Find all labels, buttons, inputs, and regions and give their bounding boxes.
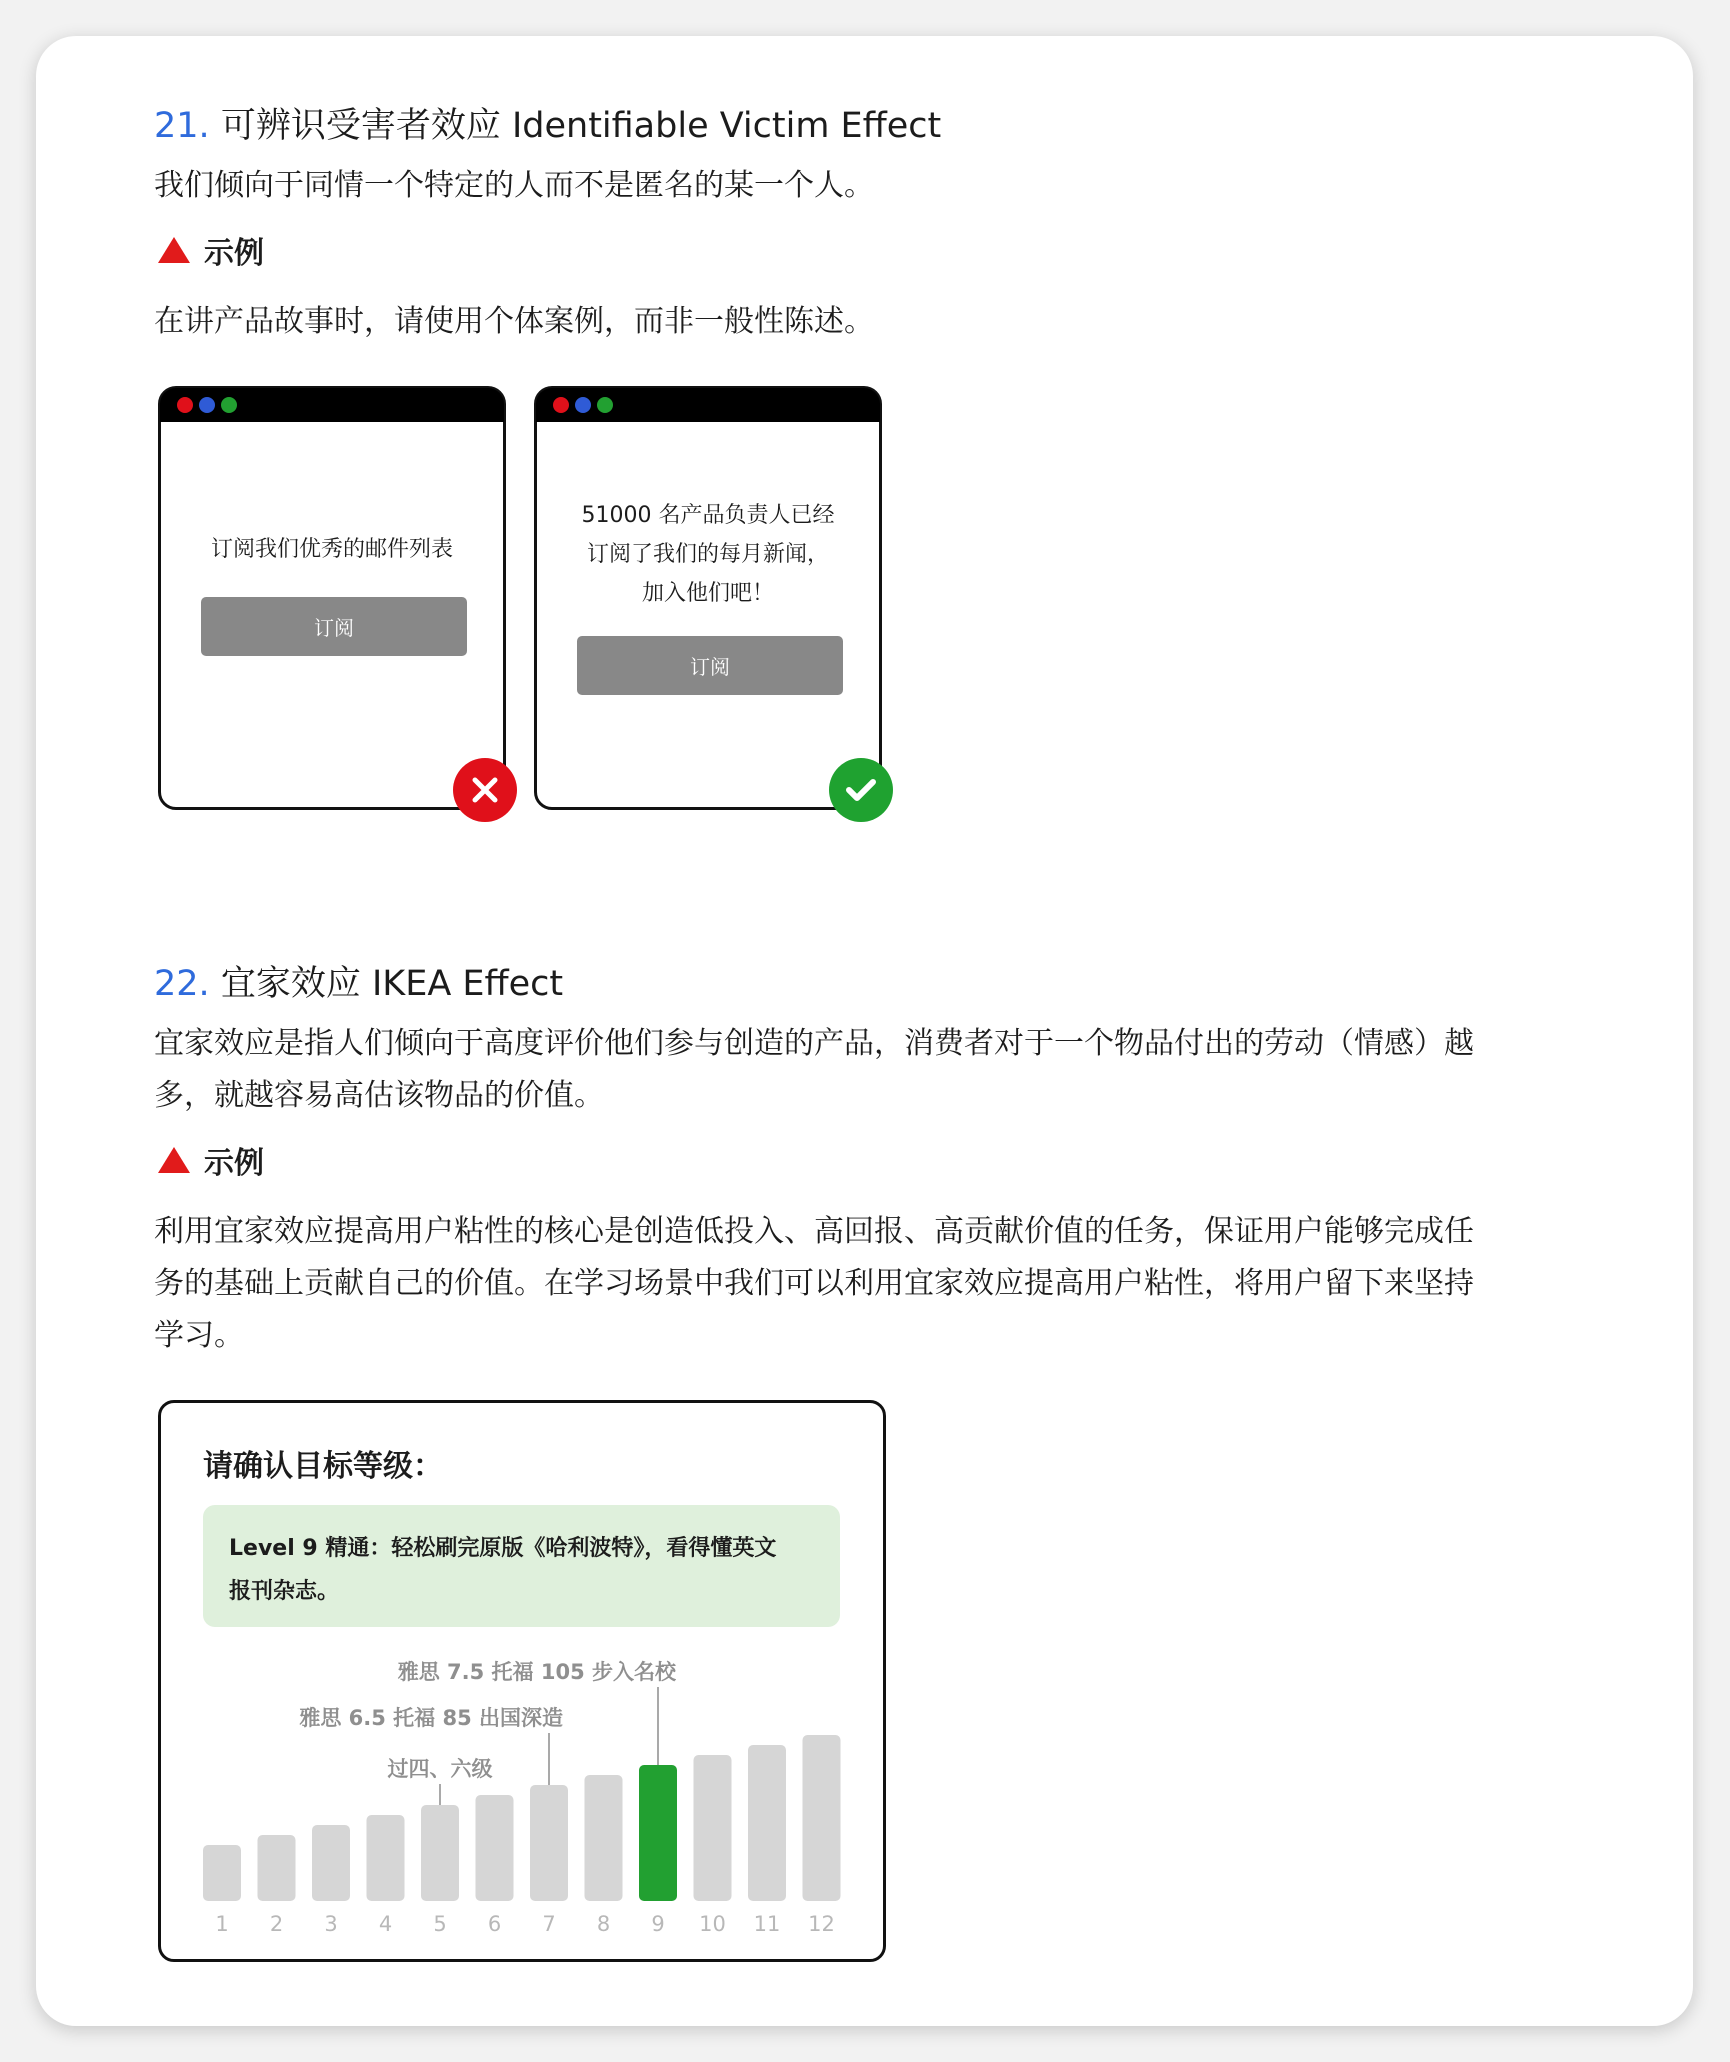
- minimize-dot-icon: [575, 397, 591, 413]
- window-titlebar: [160, 388, 504, 422]
- level-line: 报刊杂志。: [229, 1579, 340, 1604]
- level-bar-3[interactable]: [312, 1825, 350, 1901]
- paragraph-line: 多，就越容易高估该物品的价值。: [154, 1078, 604, 1113]
- level-selection-panel: [158, 1400, 886, 1962]
- message-line: 订阅了我们的每月新闻，: [586, 542, 829, 567]
- warning-triangle-icon: [158, 1147, 190, 1173]
- example-label: 示例: [204, 236, 264, 271]
- paragraph-line: 宜家效应是指人们倾向于高度评价他们参与创造的产品，消费者对于一个物品付出的劳动（情感）越: [154, 1026, 1474, 1061]
- section-22-number: 22.: [154, 964, 210, 1004]
- section-21-heading: [154, 98, 941, 148]
- level-annotation-label: 雅思 6.5 托福 85 出国深造: [299, 1706, 563, 1730]
- level-tick-label: 2: [269, 1912, 284, 1936]
- level-bar-10[interactable]: [694, 1755, 732, 1901]
- maximize-dot-icon: [597, 397, 613, 413]
- window-message: 订阅我们优秀的邮件列表: [210, 537, 453, 562]
- check-icon: [829, 758, 893, 822]
- section-22-example-heading: [158, 1138, 264, 1182]
- level-tick-label: 7: [542, 1912, 556, 1936]
- example-label: 示例: [204, 1146, 264, 1181]
- panel-title: 请确认目标等级：: [203, 1449, 443, 1484]
- level-annotation-label: 过四、六级: [387, 1757, 493, 1781]
- level-bar-4[interactable]: [367, 1815, 405, 1901]
- window-titlebar: [536, 388, 880, 422]
- level-tick-label: 3: [324, 1912, 338, 1936]
- level-tick-label: 11: [753, 1912, 781, 1936]
- message-line: 加入他们吧！: [641, 581, 774, 606]
- good-example-window: [534, 386, 882, 810]
- level-tick-label: 8: [596, 1912, 611, 1936]
- section-22-example-text: [154, 1206, 1594, 1362]
- level-bar-9[interactable]: [639, 1765, 677, 1901]
- level-tick-label: 4: [378, 1912, 393, 1936]
- subscribe-button[interactable]: 订阅: [201, 597, 467, 656]
- section-21-title: 可辨识受害者效应 Identifiable Victim Effect: [220, 106, 942, 146]
- level-bar-8[interactable]: [585, 1775, 623, 1901]
- level-tick-label: 10: [699, 1912, 726, 1936]
- section-21-number: 21.: [154, 106, 210, 146]
- warning-triangle-icon: [158, 237, 190, 263]
- level-bar-12[interactable]: [803, 1735, 841, 1901]
- close-dot-icon: [177, 397, 193, 413]
- level-bar-7[interactable]: [530, 1785, 568, 1901]
- bad-example-window: [158, 386, 506, 810]
- close-dot-icon: [553, 397, 569, 413]
- level-tick-label: 12: [808, 1912, 835, 1936]
- level-bar-5[interactable]: [421, 1805, 459, 1901]
- paragraph-line: 利用宜家效应提高用户粘性的核心是创造低投入、高回报、高贡献价值的任务，保证用户能够完成任: [154, 1214, 1474, 1249]
- section-21-example-text: 在讲产品故事时，请使用个体案例，而非一般性陈述。: [154, 304, 874, 339]
- section-21-example-heading: [158, 228, 264, 272]
- level-bar-11[interactable]: [748, 1745, 786, 1901]
- section-22-title: 宜家效应 IKEA Effect: [220, 964, 564, 1004]
- level-annotation-label: 雅思 7.5 托福 105 步入名校: [397, 1660, 676, 1684]
- level-tick-label: 6: [487, 1912, 502, 1936]
- section-21-description: 我们倾向于同情一个特定的人而不是匿名的某一个人。: [154, 168, 874, 203]
- level-bar-2[interactable]: [258, 1835, 296, 1901]
- cross-icon: [453, 758, 517, 822]
- paragraph-line: 务的基础上贡献自己的价值。在学习场景中我们可以利用宜家效应提高用户粘性，将用户留下来坚持: [154, 1266, 1474, 1301]
- level-tick-label: 5: [433, 1912, 447, 1936]
- level-tick-label: 1: [215, 1912, 229, 1936]
- message-line: 51000 名产品负责人已经: [581, 503, 835, 528]
- section-22-description: [154, 1018, 1594, 1122]
- level-tick-label: 9: [651, 1912, 665, 1936]
- paragraph-line: 学习。: [154, 1318, 244, 1353]
- level-bar-1[interactable]: [203, 1845, 241, 1901]
- level-bar-chart: [161, 1403, 883, 1959]
- window-message: [537, 496, 879, 613]
- section-22-heading: [154, 956, 563, 1006]
- level-line: Level 9 精通：轻松刷完原版《哈利波特》，看得懂英文: [229, 1536, 777, 1561]
- level-bar-6[interactable]: [476, 1795, 514, 1901]
- maximize-dot-icon: [221, 397, 237, 413]
- minimize-dot-icon: [199, 397, 215, 413]
- subscribe-button[interactable]: 订阅: [577, 636, 843, 695]
